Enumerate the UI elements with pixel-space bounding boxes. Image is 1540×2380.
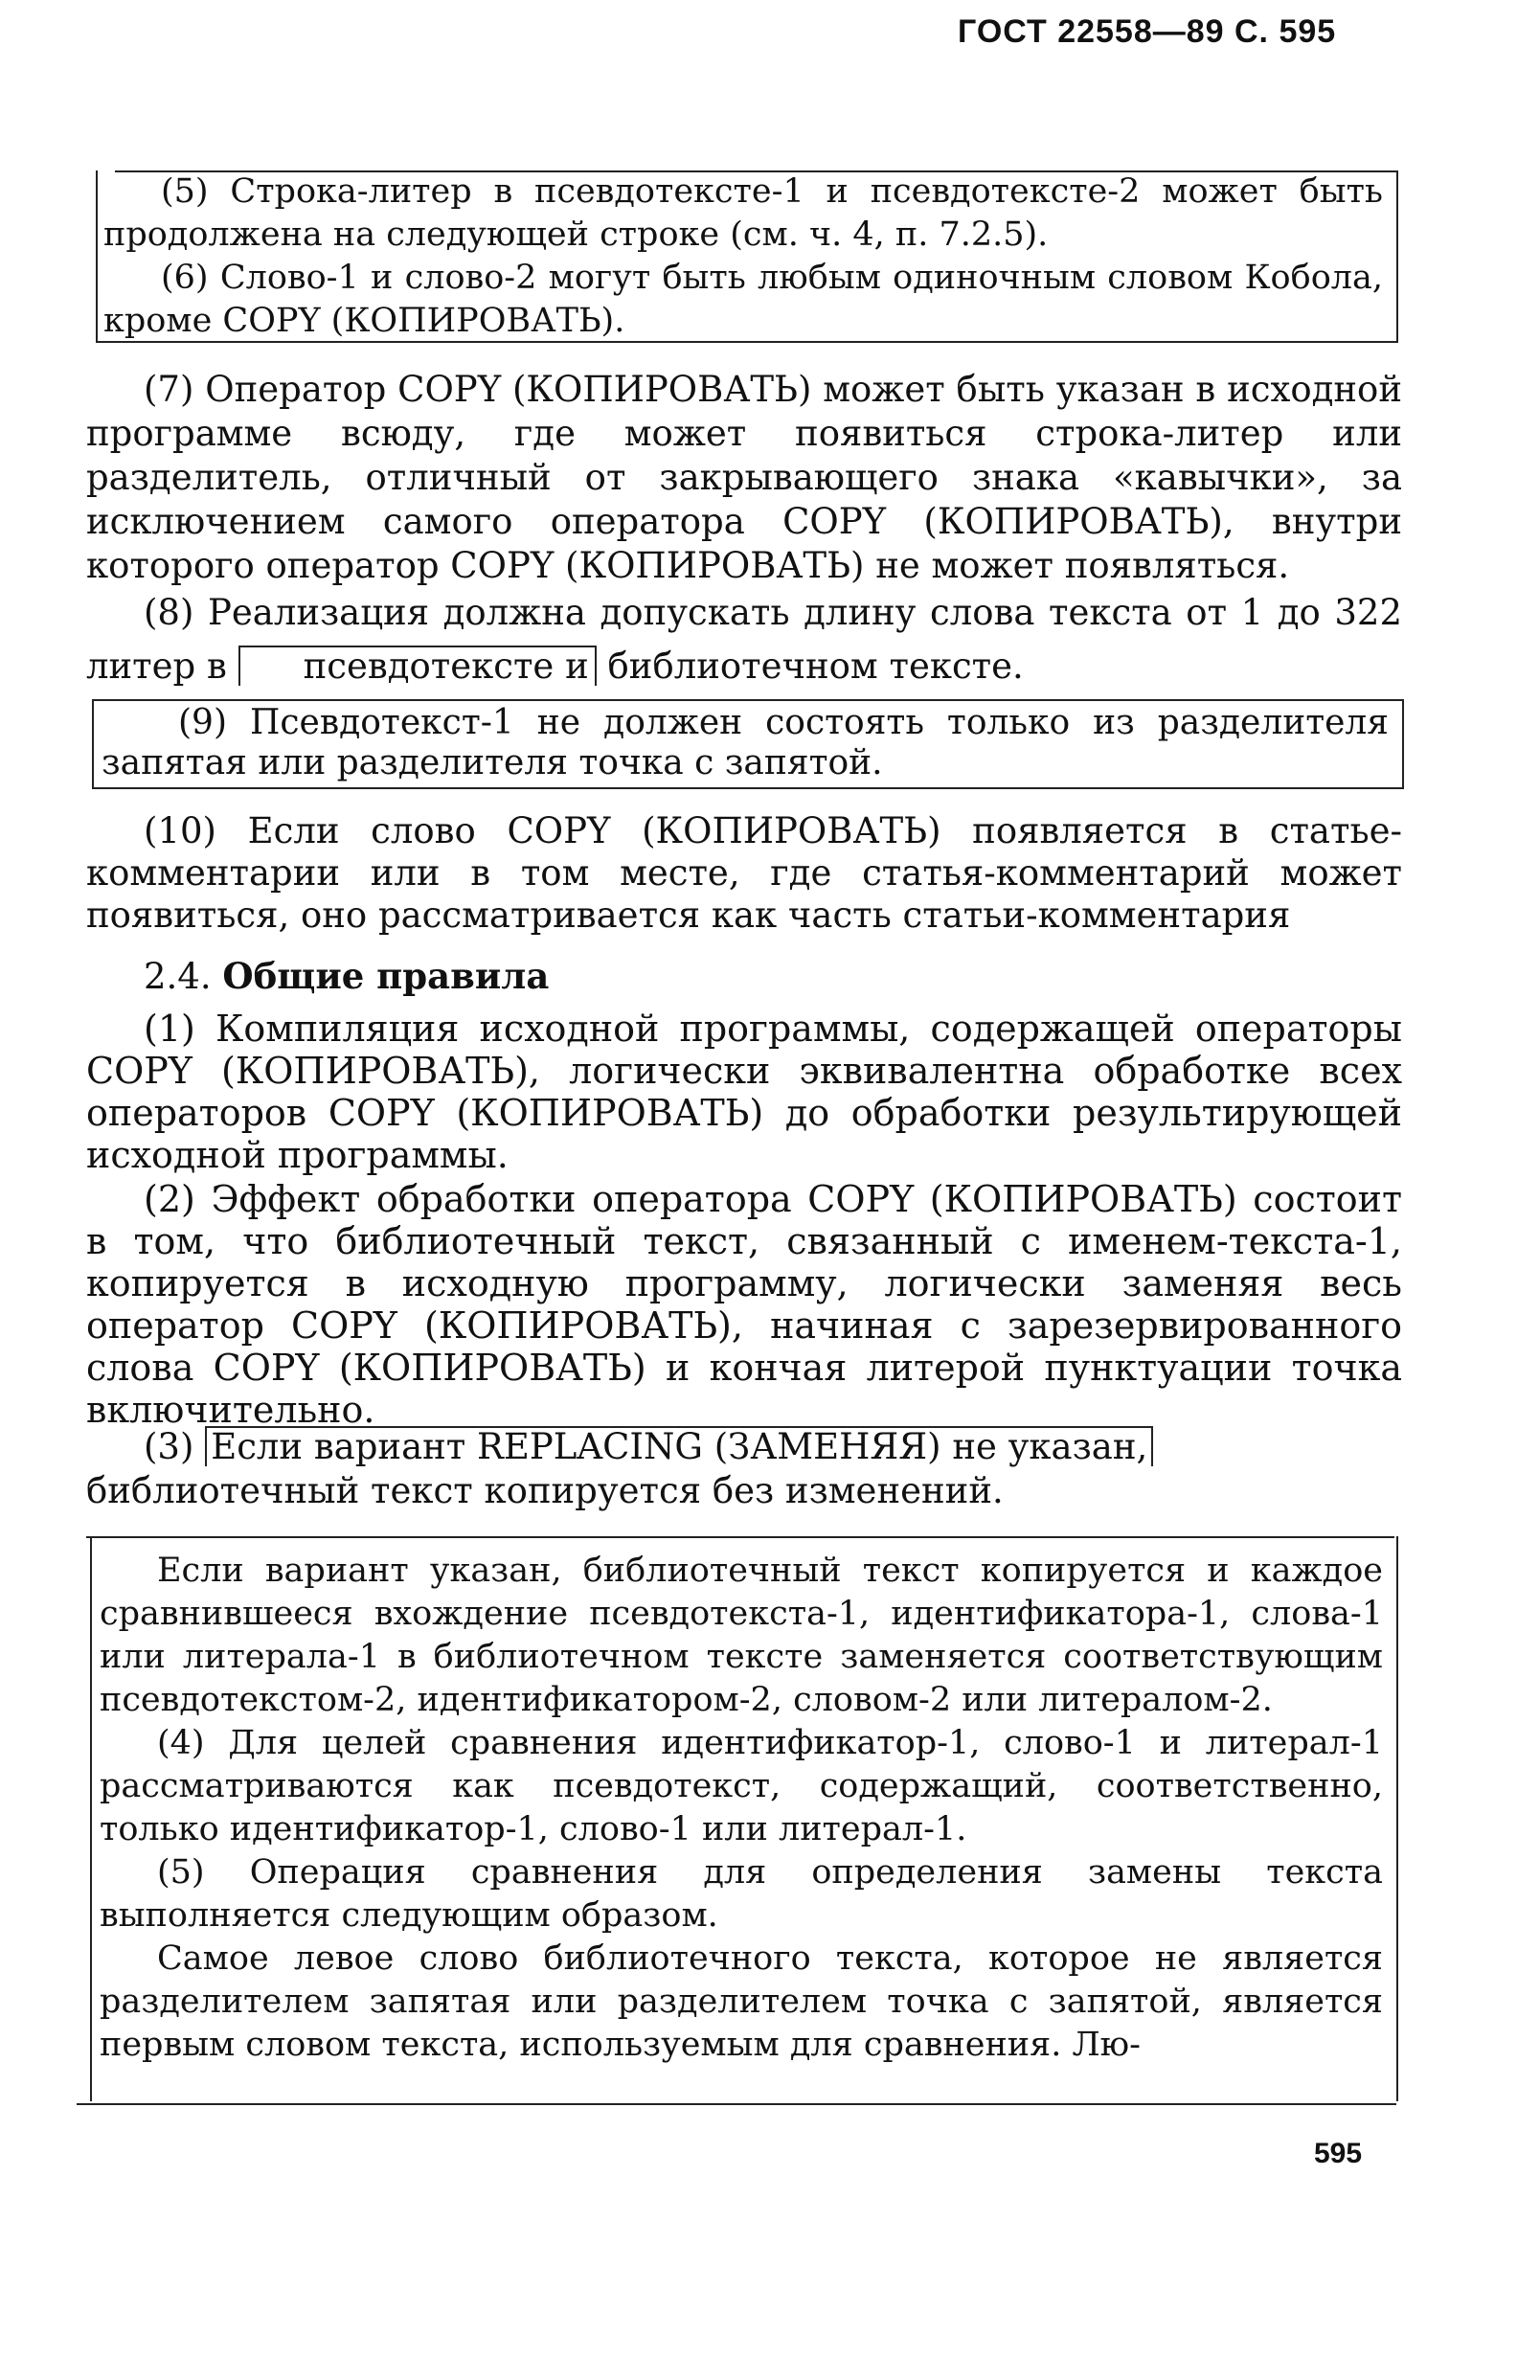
box-paragraph-a: Если вариант указан, библиотечный текст копируется и каждое сравнившееся вхождение псевдотекста-1, идентификатора-1, слова-1 или литерала-1 в библиотечном тексте заменяется соответствующим псевдотекстом-2, идентификатором-2, словом-2 или литералом-2. <box>100 1552 1383 1719</box>
paragraph-7-block <box>86 368 1402 588</box>
box2-content <box>102 703 1389 783</box>
paragraph-10-block <box>86 810 1402 937</box>
box-paragraph-c: (5) Операция сравнения для определения замены текста выполняется следующим образом. <box>100 1853 1383 1935</box>
paragraph-8-block <box>86 586 1402 693</box>
rule-3-block <box>86 1423 1402 1511</box>
rule-3-number: (3) <box>144 1426 194 1467</box>
paragraph-5: (5) Строка-литер в псевдотексте-1 и псевдотексте-2 может быть продолжена на следующей строке (см. ч. 4, п. 7.2.5). <box>103 172 1383 254</box>
box1-content <box>103 170 1383 343</box>
running-head: ГОСТ 22558—89 С. 595 <box>958 13 1337 50</box>
paragraph-10: (10) Если слово COPY (КОПИРОВАТЬ) появляется в статье-комментарии или в том месте, где статья-комментарий может появиться, оно рассматривается как часть статьи-комментария <box>86 810 1402 936</box>
paragraph-8-end: библиотечном тексте. <box>607 646 1024 687</box>
paragraph-9: (9) Псевдотекст-1 не должен состоять только из разделителя запятая или разделителя точка с запятой. <box>102 703 1389 782</box>
rule-2-block <box>86 1178 1402 1431</box>
big-box-content <box>100 1550 1383 2067</box>
big-box-bottom-rule <box>77 2103 1396 2105</box>
section-heading-line <box>144 954 1389 999</box>
rule-3 <box>86 1423 1402 1471</box>
section-heading <box>144 954 1389 999</box>
section-title: Общие правила <box>222 955 550 997</box>
rule-3-continued: библиотечный текст копируется без изменений. <box>86 1470 1004 1511</box>
box-paragraph-b: (4) Для целей сравнения идентификатор-1, слово-1 и литерал-1 рассматриваются как псевдотекст, содержащий, соответственно, только идентификатор-1, слово-1 или литерал-1. <box>100 1724 1383 1848</box>
box-paragraph-d: Самое левое слово библиотечного текста, которое не является разделителем запятая или разделителем точка с запятой, является первым словом текста, используемым для сравнения. Лю- <box>100 1939 1383 2064</box>
paragraph-8-boxed: псевдотексте и <box>238 646 597 686</box>
page-number: 595 <box>1314 2138 1363 2169</box>
paragraph-8-start: (8) Реализация должна допускать длину слова текста от 1 до 322 литер в <box>86 592 1402 687</box>
paragraph-6: (6) Слово-1 и слово-2 могут быть любым одиночным словом Кобола, кроме COPY (КОПИРОВАТЬ). <box>103 259 1383 340</box>
rule-1-block <box>86 1008 1402 1176</box>
paragraph-8 <box>86 586 1402 693</box>
rule-3-boxed: Если вариант REPLACING (ЗАМЕНЯЯ) не указан, <box>205 1426 1153 1466</box>
rule-2: (2) Эффект обработки оператора COPY (КОПИРОВАТЬ) состоит в том, что библиотечный текст, связанный с именем-текста-1, копируется в исходную программу, логически заменяя весь оператор COPY (КОПИРОВАТЬ), начиная с зарезервированного слова COPY (КОПИРОВАТЬ) и кончая литерой пунктуации точка включительно. <box>86 1178 1402 1431</box>
rule-1: (1) Компиляция исходной программы, содержащей операторы COPY (КОПИРОВАТЬ), логически эквивалентна обработке всех операторов COPY (КОПИРОВАТЬ) до обработки результирующей исходной программы. <box>86 1008 1402 1176</box>
paragraph-7: (7) Оператор COPY (КОПИРОВАТЬ) может быть указан в исходной программе всюду, где может появиться строка-литер или разделитель, отличный от закрывающего знака «кавычки», за исключением самого оператора COPY (КОПИРОВАТЬ), внутри которого оператор COPY (КОПИРОВАТЬ) не может появляться. <box>86 369 1402 586</box>
section-number: 2.4. <box>144 956 212 997</box>
